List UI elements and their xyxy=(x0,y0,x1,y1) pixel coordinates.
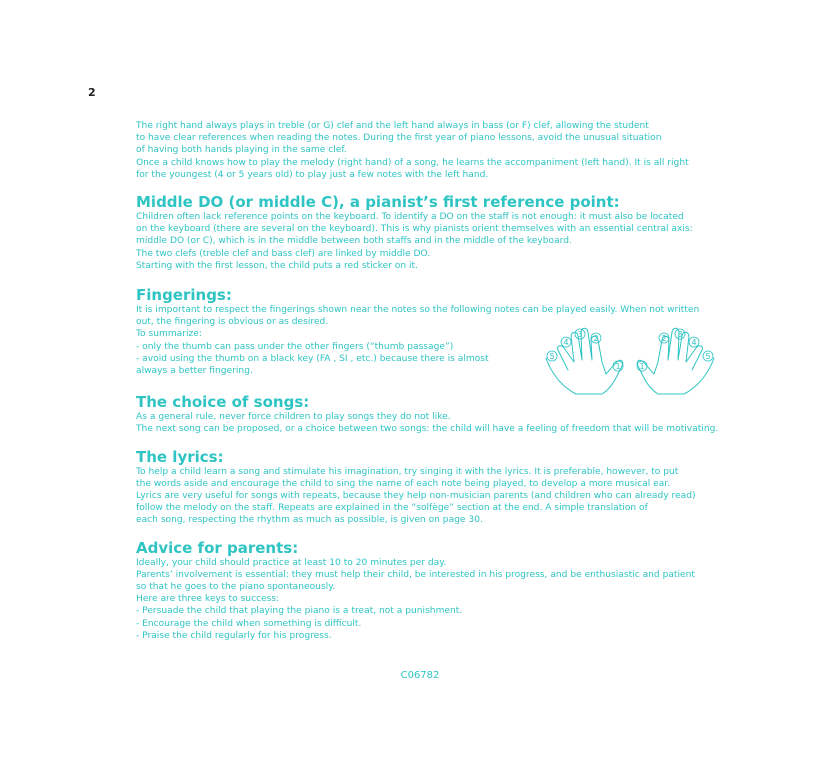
right-finger-3-label: 3 xyxy=(677,330,683,339)
right-finger-5-label: 5 xyxy=(705,352,711,361)
hands-fingering-illustration xyxy=(542,322,718,398)
advice-paragraph: Ideally, your child should practice at least 10 to 20 minutes per day. Parents’ involvement is essential: they must help their child, be interested in his progress, and be enthusiastic and patient so that he goes to the piano spontaneously. Here are three keys to success: - Persuade the child that playing the piano is a treat, not a punishment. - Encourage the child when something is difficult. - Praise the child regularly for his progress. xyxy=(136,557,695,641)
middle-do-paragraph: Children often lack reference points on the keyboard. To identify a DO on the staff is not enough: it must also be located on the keyboard (there are several on the keyboard). This is why pianists orient themselves with an essential central axis: middle DO (or C), which is in the middle between both staffs and in the middle of the keyboard. The two clefs (treble clef and bass clef) are linked by middle DO. Starting with the first lesson, the child puts a red sticker on it. xyxy=(136,212,693,271)
lyrics-heading: The lyrics: xyxy=(136,447,224,466)
left-finger-5-label: 5 xyxy=(549,352,555,361)
page-number: 2 xyxy=(88,86,96,99)
fingerings-heading: Fingerings: xyxy=(136,286,232,305)
left-finger-1-label: 1 xyxy=(615,362,621,371)
fingerings-paragraph: It is important to respect the fingerings shown near the notes so the following notes can be played easily. When not written out, the fingering is obvious or as desired. To summarize: - only the thumb can pass under the other fingers (“thumb passage”) - avoid using the thumb on a black key (FA , SI , etc.) because there is almost always a better fingering. xyxy=(136,305,700,377)
intro-paragraph: The right hand always plays in treble (or G) clef and the left hand always in bass (or F) clef, allowing the student to have clear references when reading the notes. During the first year of piano lessons, avoid the unusual situation of having both hands playing in the same clef. Once a child knows how to play the melody (right hand) of a song, he learns the accompaniment (left hand). It is all right for the youngest (4 or 5 years old) to play just a few notes with the left hand. xyxy=(136,121,689,180)
left-hand-outline xyxy=(546,328,623,394)
right-finger-4-label: 4 xyxy=(691,338,697,347)
right-hand-outline xyxy=(637,328,714,394)
footer-code: C06782 xyxy=(400,670,440,681)
middle-do-section xyxy=(136,193,726,272)
left-finger-3-label: 3 xyxy=(577,330,583,339)
advice-heading: Advice for parents: xyxy=(136,538,299,557)
right-finger-2-label: 2 xyxy=(661,334,667,343)
right-finger-1-label: 1 xyxy=(639,362,645,371)
left-finger-4-label: 4 xyxy=(563,338,569,347)
lyrics-section xyxy=(136,448,726,527)
footer xyxy=(0,670,840,681)
choice-of-songs-paragraph: As a general rule, never force children to play songs they do not like. The next song can be proposed, or a choice between two songs: the child will have a feeling of freedom that will be motivating. xyxy=(136,412,719,435)
left-finger-2-label: 2 xyxy=(593,334,599,343)
middle-do-heading: Middle DO (or middle C), a pianist’s first reference point: xyxy=(136,193,620,212)
choice-of-songs-heading: The choice of songs: xyxy=(136,393,310,412)
choice-of-songs-section xyxy=(136,393,726,435)
lyrics-paragraph: To help a child learn a song and stimulate his imagination, try singing it with the lyrics. It is preferable, however, to put the words aside and encourage the child to sing the name of each note being played, to develop a more musical ear. Lyrics are very useful for songs with repeats, because they help non-musician parents (and children who can already read) follow the melody on the staff. Repeats are explained in the “solfège” section at the end. A simple translation of each song, respecting the rhythm as much as possible, is given on page 30. xyxy=(136,466,696,526)
intro-section xyxy=(136,120,726,181)
advice-section xyxy=(136,539,726,642)
